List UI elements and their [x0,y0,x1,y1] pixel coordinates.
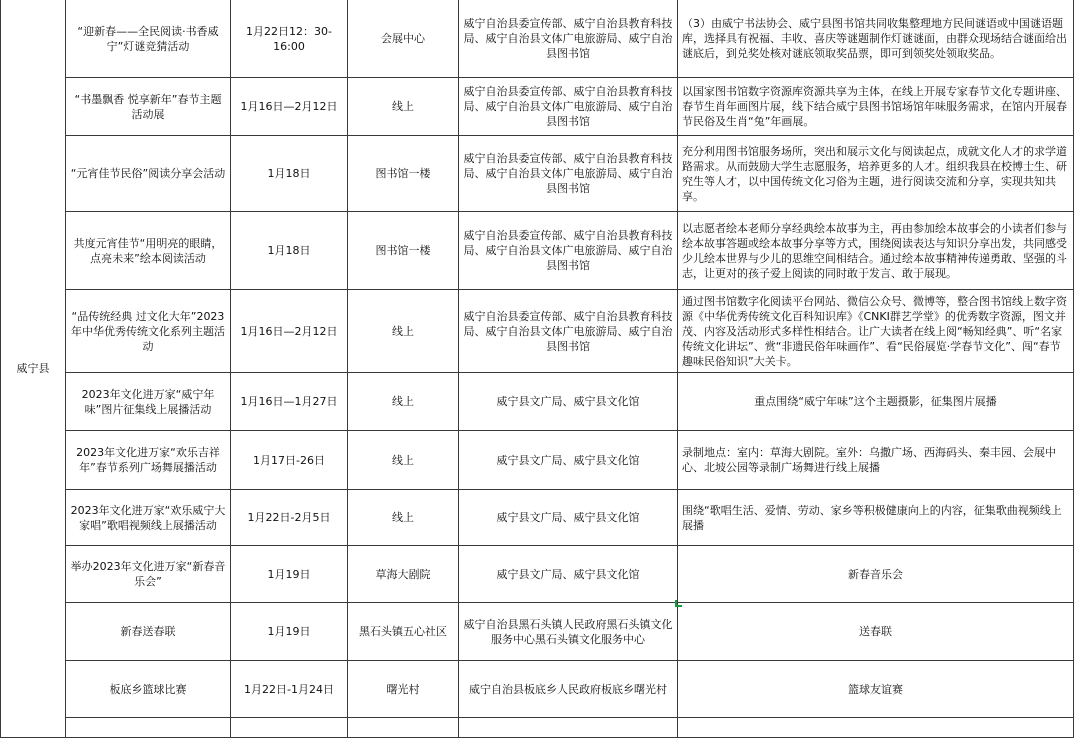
cell-comment-marker [675,600,682,607]
content-cell: 新春音乐会 [678,546,1074,603]
table-row [1,490,1074,546]
activity-cell: 2023年文化进万家“威宁年味”图片征集线上展播活动 [66,373,231,431]
date-cell: 1月19日 [231,546,348,603]
organizer-cell: 威宁自治县黑石头镇人民政府黑石头镇文化服务中心黑石头镇文化服务中心 [459,603,678,661]
date-cell: 1月22日-2月5日 [231,490,348,546]
date-cell: 1月22日12：30-16:00 [231,0,348,78]
content-cell: 充分利用图书馆服务场所，突出和展示文化与阅读起点，成就文化人才的求学道路需求。从而鼓励大学生志愿服务，培养更多的人才。组织我县在校博士生、研究生等人才，以中国传统文化习俗为主题，进行阅读交流和分享，实现共知共享。 [678,136,1074,212]
date-cell: 1月16日—2月12日 [231,78,348,136]
activity-cell: 举办2023年文化进万家“新春音乐会” [66,546,231,603]
venue-cell: 线上 [348,290,459,373]
venue-cell: 图书馆一楼 [348,212,459,290]
venue-cell: 草海大剧院 [348,546,459,603]
activity-cell: 2023年文化进万家“欢乐威宁大家唱”歌唱视频线上展播活动 [66,490,231,546]
table-row [1,431,1074,490]
table-row [1,603,1074,661]
table-row [1,0,1074,78]
table-row [1,212,1074,290]
date-cell: 1月17日-26日 [231,431,348,490]
content-cell: 重点围绕“威宁年味”这个主题摄影，征集图片展播 [678,373,1074,431]
table-row [1,136,1074,212]
content-cell: 围绕“歌唱生活、爱情、劳动、家乡等积极健康向上的内容，征集歌曲视频线上展播 [678,490,1074,546]
date-cell: 1月18日 [231,136,348,212]
organizer-cell: 威宁县文广局、威宁县文化馆 [459,431,678,490]
content-cell: 以志愿者绘本老师分享经典绘本故事为主，再由参加绘本故事会的小读者们参与绘本故事答题或绘本故事分享等方式，围绕阅读表达与知识分享出发，共同感受少儿绘本世界与少儿的思维空间相结合。通过绘本故事精神传递勇敢、坚强的斗志，让更对的孩子爱上阅读的同时敢于发言、敢于展现。 [678,212,1074,290]
content-cell: 通过图书馆数字化阅读平台网站、微信公众号、微博等，整合图书馆线上数字资源《中华优秀传统文化百科知识库》《CNKI群艺学堂》的优秀数字资源，图文并茂、内容及活动形式多样性相结合。让广大读者在线上阅“畅知经典”、听“名家传统文化讲坛”、赏“非遗民俗年味画作”、看“民俗展览·学春节文化”、闯“春节趣味民俗知识”大关卡。 [678,290,1074,373]
table-row [1,546,1074,603]
region-cell: 威宁县 [1,0,66,738]
content-cell: 篮球友谊赛 [678,661,1074,718]
organizer-cell: 威宁自治县委宣传部、威宁自治县教育科技局、威宁自治县文体广电旅游局、威宁自治县图书馆 [459,0,678,78]
activity-cell: 新春送春联 [66,603,231,661]
organizer-cell: 威宁自治县委宣传部、威宁自治县教育科技局、威宁自治县文体广电旅游局、威宁自治县图书馆 [459,136,678,212]
activity-cell: 板底乡篮球比赛 [66,661,231,718]
venue-cell: 曙光村 [348,661,459,718]
activity-cell: “迎新春——全民阅读·书香威宁”灯谜竞猜活动 [66,0,231,78]
table-row [1,290,1074,373]
organizer-cell: 威宁自治县板底乡人民政府板底乡曙光村 [459,661,678,718]
organizer-cell: 威宁县文广局、威宁县文化馆 [459,546,678,603]
content-cell: 送春联 [678,603,1074,661]
organizer-cell: 威宁自治县委宣传部、威宁自治县教育科技局、威宁自治县文体广电旅游局、威宁自治县图书馆 [459,290,678,373]
content-cell: 录制地点：室内：草海大剧院。室外：乌撒广场、西海码头、秦丰园、会展中心、北坡公园等录制广场舞进行线上展播 [678,431,1074,490]
date-cell: 1月16日—2月12日 [231,290,348,373]
organizer-cell: 威宁自治县委宣传部、威宁自治县教育科技局、威宁自治县文体广电旅游局、威宁自治县图书馆 [459,212,678,290]
date-cell: 1月18日 [231,212,348,290]
date-cell: 1月16日—1月27日 [231,373,348,431]
table-row [1,661,1074,718]
date-cell: 1月19日 [231,603,348,661]
organizer-cell: 威宁县文广局、威宁县文化馆 [459,490,678,546]
content-cell: （3）由威宁书法协会、威宁县图书馆共同收集整理地方民间谜语或中国谜语题库，选择具有祝福、丰收、喜庆等谜题制作灯谜谜面，由群众现场结合谜面给出谜底后，到兑奖处核对谜底领取奖品票，即可到领奖处领取奖品。 [678,0,1074,78]
venue-cell: 线上 [348,431,459,490]
content-cell: 以国家图书馆数字资源库资源共享为主体，在线上开展专家春节文化专题讲座、春节生肖年画图片展，线下结合威宁县图书馆场馆年味服务需求，在馆内开展春节民俗及生肖“兔”年画展。 [678,78,1074,136]
date-cell: 1月22日-1月24日 [231,661,348,718]
activity-cell: 共度元宵佳节“用明亮的眼睛，点亮未来”绘本阅读活动 [66,212,231,290]
venue-cell: 线上 [348,490,459,546]
activity-cell: “书墨飘香 悦享新年”春节主题活动展 [66,78,231,136]
table-row [1,373,1074,431]
venue-cell: 线上 [348,78,459,136]
venue-cell: 会展中心 [348,0,459,78]
activity-cell: “品传统经典 过文化大年”2023年中华优秀传统文化系列主题活动 [66,290,231,373]
activity-cell: “元宵佳节民俗”阅读分享会活动 [66,136,231,212]
organizer-cell: 威宁自治县委宣传部、威宁自治县教育科技局、威宁自治县文体广电旅游局、威宁自治县图书馆 [459,78,678,136]
venue-cell: 图书馆一楼 [348,136,459,212]
organizer-cell: 威宁县文广局、威宁县文化馆 [459,373,678,431]
table-row [1,78,1074,136]
venue-cell: 黑石头镇五心社区 [348,603,459,661]
venue-cell: 线上 [348,373,459,431]
activity-cell: 2023年文化进万家“欢乐吉祥年”春节系列广场舞展播活动 [66,431,231,490]
